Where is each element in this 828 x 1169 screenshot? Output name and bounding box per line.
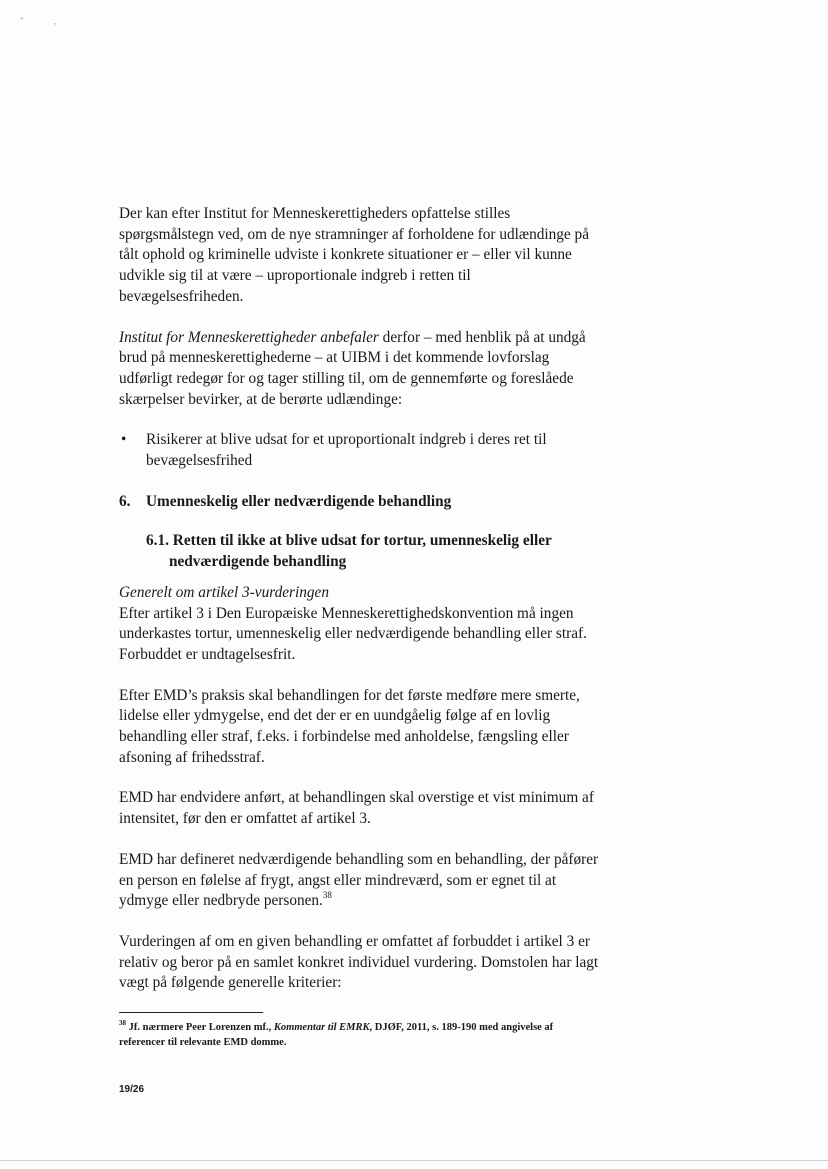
- paragraph-3: EMD har endvidere anført, at behandlingen skal overstige et vist minimum af intensitet, før den er omfattet af artikel 3.: [119, 789, 594, 828]
- paragraph-5: Vurderingen af om en given behandling er omfattet af forbuddet i artikel 3 er relativ og beror på en samlet konkret individuel vurdering. Domstolen har lagt vægt på følgende generelle kriterier:: [119, 932, 599, 992]
- recommendation-text: derfor – med henblik på at undgå brud på menneskerettighederne – at UIBM i det kommende lovforslag udførligt redegør for og tager stilling til, om de gennemførte og foreslåede skærpelser bevirker, at de berørte udlændinge:: [119, 328, 586, 408]
- recommendation-lead: Institut for Menneskerettigheder anbefaler: [119, 328, 379, 346]
- bullet-item: • Risikerer at blive udsat for et uproportionalt indgreb i deres ret til bevægelsesfrihed: [119, 430, 599, 471]
- paragraph-recommendation: [119, 328, 599, 411]
- scan-edge-line: [0, 1160, 828, 1161]
- page-number: 19/26: [119, 1084, 145, 1095]
- section-title: Umenneskelig eller nedværdigende behandling: [146, 492, 452, 510]
- subheading: Generelt om artikel 3-vurderingen: [119, 583, 329, 601]
- subsection-heading: [146, 531, 599, 572]
- paragraph-4-text: EMD har defineret nedværdigende behandling som en behandling, der påfører en person en følelse af frygt, angst eller mindreværd, som er egnet til at ydmyge eller nedbryde personen.: [119, 850, 599, 910]
- footnote-text-after: , DJØF, 2011, s. 189-190 med angivelse af referencer til relevante EMD domme.: [119, 1022, 554, 1048]
- footnote-text-before: Jf. nærmere Peer Lorenzen mf.,: [126, 1022, 274, 1033]
- paragraph-2: Efter EMD’s praksis skal behandlingen for det første medføre mere smerte, lidelse eller ydmygelse, end det der er en uundgåelig følge af en lovlig behandling eller straf, f.eks. i forbindelse med anholdelse, fængsling eller afsoning af frihedsstraf.: [119, 686, 580, 766]
- paragraph-4: [119, 850, 599, 912]
- footnote-reference[interactable]: 38: [322, 890, 332, 901]
- paragraph-1: Efter artikel 3 i Den Europæiske Menneskerettighedskonvention må ingen underkastes tortur, umenneskelig eller nedværdigende behandling eller straf. Forbuddet er undtagelsesfrit.: [119, 604, 587, 663]
- subsection-title: Retten til ikke at blive udsat for tortur, umenneskelig eller nedværdigende behandling: [169, 532, 552, 571]
- recommendation-bullets: [119, 430, 599, 471]
- section-heading: [119, 492, 599, 513]
- footnote: [119, 1020, 569, 1050]
- footnote-separator: [119, 1012, 263, 1013]
- subsection-number: 6.1.: [146, 532, 169, 550]
- footnote-mark: 38: [119, 1019, 126, 1027]
- footnote-title: Kommentar til EMRK: [273, 1022, 370, 1033]
- scan-mark: " ,: [20, 16, 71, 26]
- page-body: [119, 204, 599, 994]
- paragraph-intro: Der kan efter Institut for Menneskerettigheders opfattelse stilles spørgsmålstegn ved, om de nye stramninger af forholdene for udlændinge på tålt ophold og kriminelle udviste i konkrete situationer er – eller vil kunne udvikle sig til at være – uproportionale indgreb i retten til bevægelsesfriheden.: [119, 205, 589, 305]
- section-number: 6.: [119, 492, 131, 510]
